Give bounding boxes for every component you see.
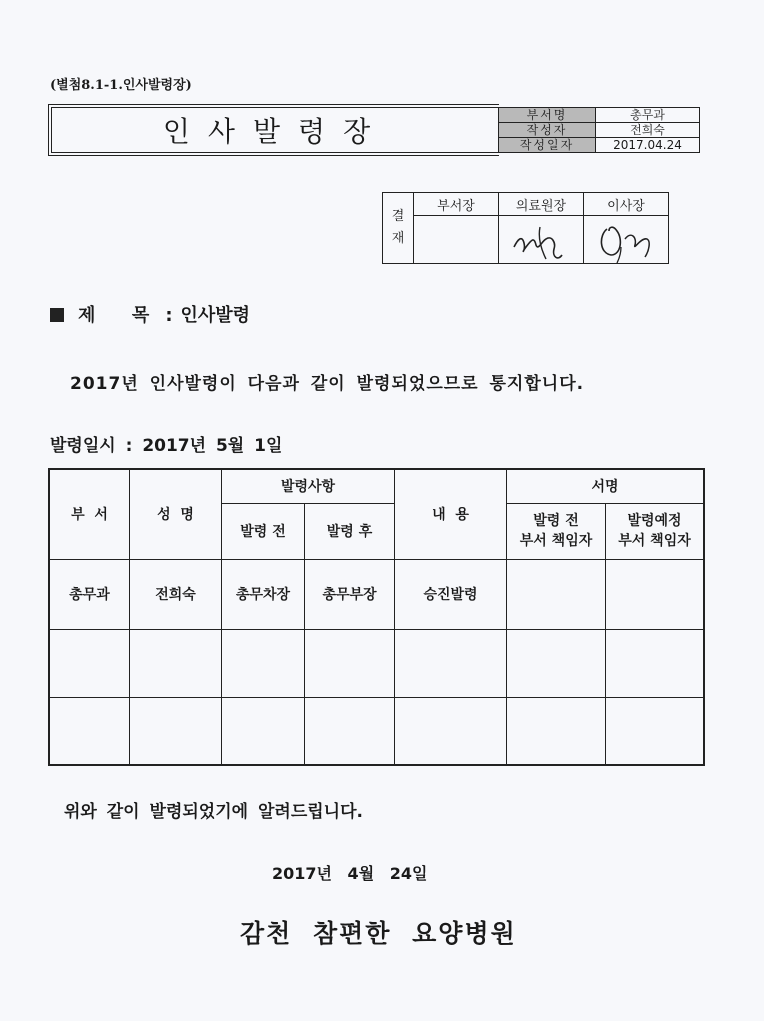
meta-value: 전희숙	[596, 123, 700, 138]
cell-empty	[49, 629, 130, 697]
cell-empty	[222, 629, 305, 697]
cell-empty	[507, 629, 606, 697]
table-row	[49, 629, 704, 697]
cell-empty	[395, 697, 507, 765]
header-before: 발령 전	[222, 503, 305, 559]
approval-sign-director	[499, 216, 584, 264]
subject-value: 인사발령	[180, 305, 251, 326]
meta-row	[499, 108, 700, 123]
signature-chairman	[591, 217, 661, 263]
meta-value: 총무과	[596, 108, 700, 123]
header-after: 발령 후	[305, 503, 395, 559]
approval-side-char-1: 결	[391, 209, 405, 224]
subject-line	[50, 301, 250, 327]
header-dept: 부 서	[49, 469, 130, 559]
header-content: 내 용	[395, 469, 507, 559]
cell-content: 승진발령	[395, 559, 507, 629]
cell-after: 총무부장	[305, 559, 395, 629]
approval-header-dept-head: 부서장	[414, 193, 499, 216]
page-title: 인사발령장	[51, 107, 499, 153]
header-name: 성 명	[130, 469, 222, 559]
approval-header-chairman: 이사장	[584, 193, 669, 216]
approval-side-char-2: 재	[391, 231, 405, 246]
effective-date: 발령일시 : 2017년 5월 1일	[50, 436, 283, 456]
approval-header-director: 의료원장	[499, 193, 584, 216]
appointment-table	[48, 468, 705, 766]
cell-dept: 총무과	[49, 559, 130, 629]
cell-empty	[395, 629, 507, 697]
signature-director	[506, 217, 576, 263]
cell-empty	[606, 697, 705, 765]
table-row	[49, 697, 704, 765]
subject-separator: :	[165, 305, 173, 326]
cell-empty	[222, 697, 305, 765]
cell-sign-before	[507, 559, 606, 629]
cell-empty	[49, 697, 130, 765]
cell-name: 전희숙	[130, 559, 222, 629]
closing-text: 위와 같이 발령되었기에 알려드립니다.	[64, 802, 363, 822]
organization-name: 감천 참편한 요양병원	[240, 919, 517, 948]
header-order: 발령사항	[222, 469, 395, 503]
meta-row	[499, 138, 700, 153]
closing-date: 2017년 4월 24일	[272, 864, 428, 883]
header-signature: 서명	[507, 469, 705, 503]
body-text: 2017년 인사발령이 다음과 같이 발령되었으므로 통지합니다.	[70, 374, 585, 394]
cell-before: 총무차장	[222, 559, 305, 629]
cell-empty	[305, 697, 395, 765]
approval-side-label	[383, 193, 414, 264]
approval-sign-chairman	[584, 216, 669, 264]
title-box	[48, 104, 499, 156]
document-meta-table	[498, 107, 700, 153]
cell-empty	[606, 629, 705, 697]
meta-value: 2017.04.24	[596, 138, 700, 153]
square-bullet-icon	[50, 308, 64, 322]
approval-table	[382, 192, 669, 264]
header-sign-after: 발령예정 부서 책임자	[606, 503, 705, 559]
meta-row	[499, 123, 700, 138]
meta-label: 작성자	[499, 123, 596, 138]
attachment-label: (별첨8.1-1.인사발령장)	[50, 78, 192, 93]
table-row	[49, 559, 704, 629]
cell-sign-after	[606, 559, 705, 629]
meta-label: 작성일자	[499, 138, 596, 153]
meta-label: 부서명	[499, 108, 596, 123]
cell-empty	[305, 629, 395, 697]
approval-sign-dept-head	[414, 216, 499, 264]
subject-label: 제 목	[78, 305, 158, 326]
cell-empty	[130, 629, 222, 697]
cell-empty	[507, 697, 606, 765]
header-sign-before: 발령 전 부서 책임자	[507, 503, 606, 559]
cell-empty	[130, 697, 222, 765]
